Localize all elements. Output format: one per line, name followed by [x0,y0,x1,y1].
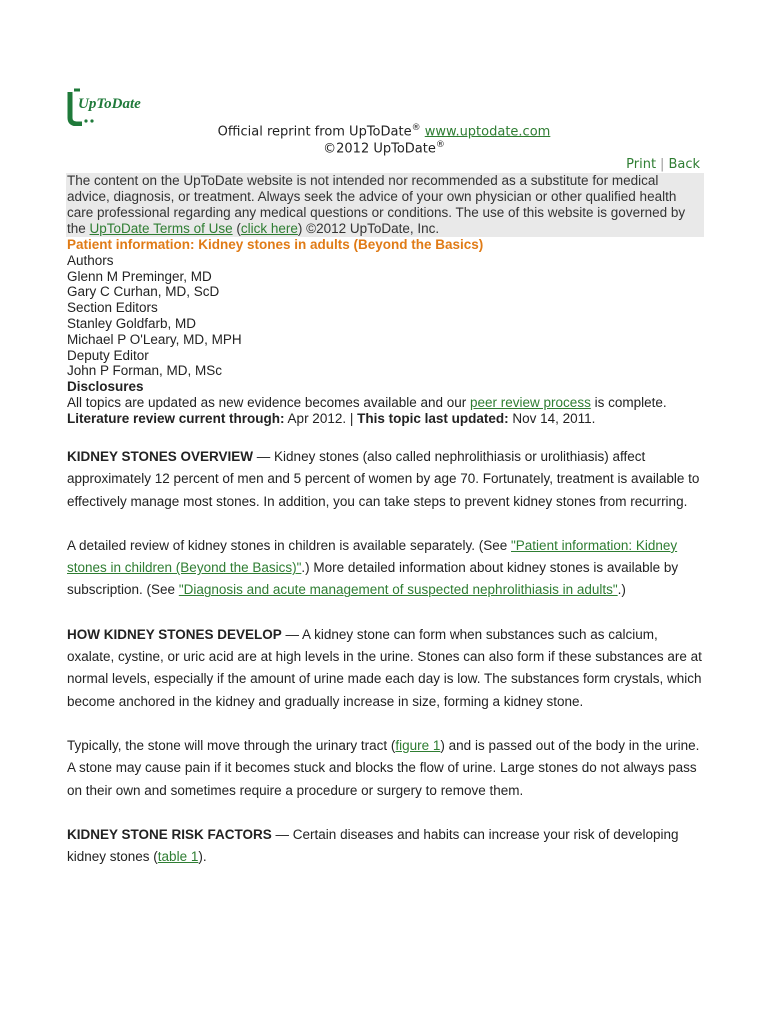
registered-mark-2: ® [435,140,445,150]
disclaimer-paren: ( [232,221,241,236]
editor-name: Michael P O'Leary, MD, MPH [67,331,242,347]
copyright-text: ©2012 UpToDate [323,141,436,157]
diagnosis-management-link[interactable]: "Diagnosis and acute management of suspected nephrolithiasis in adults" [178,582,618,598]
review-dates [67,411,707,427]
lit-review-value: Apr 2012. | [284,410,358,426]
click-here-link[interactable]: click here [240,221,298,236]
section-heading: KIDNEY STONE RISK FACTORS [67,826,272,842]
editor-name: Stanley Goldfarb, MD [67,315,197,331]
disclaimer-text: The content on the UpToDate website is not intended nor recommended as a substitute for medical advice, diagnosis, or treatment. Always seek the advice of your own physician or other qualified health care professional regarding any medical questions or conditions. The use of this website is governed by the [67,173,686,236]
author-name: Gary C Curhan, MD, ScD [67,284,220,300]
peer-review-link[interactable]: peer review process [470,394,591,410]
section-heading: KIDNEY STONES OVERVIEW [67,449,254,464]
section-heading: HOW KIDNEY STONES DEVELOP [67,626,282,642]
urinary-tract-paragraph [67,735,707,802]
deputy-editor-name: John P Forman, MD, MSc [67,363,223,379]
reprint-text: Official reprint from UpToDate [217,124,412,140]
paragraph-text: .) More detailed information about kidney stones is available by subscription. (See [67,560,679,598]
figure-1-link[interactable]: figure 1 [395,737,441,753]
paragraph-text: — Certain diseases and habits can increase your risk of developing kidney stones ( [67,826,679,865]
disclosures-label: Disclosures [67,379,144,395]
overview-paragraph [67,446,707,513]
authors-label: Authors [67,252,114,268]
logo-text: UpToDate [78,96,141,112]
last-updated-label: This topic last updated: [357,410,509,426]
paragraph-text: ) and is passed out of the body in the urine. A stone may cause pain if it becomes stuck and blocks the flow of urine. Large stones do not always pass on their own and sometimes require a procedure or surgery to remove them. [67,737,700,798]
nav-separator: | [660,157,665,172]
update-notice [67,395,707,411]
registered-mark: ® [411,123,421,133]
uptodate-site-link[interactable]: www.uptodate.com [424,124,551,140]
update-text: All topics are updated as new evidence becomes available and our [67,394,471,410]
disclaimer-box [66,173,704,237]
lit-review-label: Literature review current through: [67,410,285,426]
print-link[interactable]: Print [626,157,657,172]
paragraph-text: — A kidney stone can form when substances such as calcium, oxalate, cystine, or uric acid are at high levels in the urine. Stones can also form if these substances are at normal levels, especially if the amount of urine made each day is low. The substances form crystals, which become anchored in the kidney and gradually increase in size, forming a kidney stone. [67,626,702,709]
paragraph-text: — Kidney stones (also called nephrolithiasis or urolithiasis) affect approximately 12 percent of men and 5 percent of women by age 70. Fortunately, treatment is available to effectively manage most stones. In addition, you can take steps to prevent kidney stones from recurring. [67,449,700,509]
paragraph-text: .) [617,582,626,598]
paragraph-text: ). [198,849,207,865]
paragraph-text: Typically, the stone will move through the urinary tract ( [67,737,396,753]
reprint-line-1 [0,123,768,139]
print-back-nav [626,157,700,172]
article-body [67,446,707,890]
back-link[interactable]: Back [668,157,700,172]
section-editors-label: Section Editors [67,300,158,316]
terms-of-use-link[interactable]: UpToDate Terms of Use [89,221,233,236]
children-kidney-stones-link[interactable]: "Patient information: Kidney stones in children (Beyond the Basics)" [67,537,678,576]
develop-paragraph [67,624,707,713]
update-text-end: is complete. [590,394,667,410]
uptodate-logo [66,88,166,126]
see-also-paragraph [67,535,707,602]
paragraph-text: A detailed review of kidney stones in children is available separately. (See [67,537,511,553]
author-name: Glenn M Preminger, MD [67,268,212,284]
last-updated-value: Nov 14, 2011. [508,410,596,426]
topic-title: Patient information: Kidney stones in adults (Beyond the Basics) [67,237,484,252]
disclaimer-copyright: ) ©2012 UpToDate, Inc. [297,221,440,236]
topic-metadata [67,237,707,427]
table-1-link[interactable]: table 1 [157,849,199,865]
risk-factors-paragraph [67,824,707,869]
deputy-editor-label: Deputy Editor [67,347,149,363]
reprint-line-2 [0,140,768,156]
